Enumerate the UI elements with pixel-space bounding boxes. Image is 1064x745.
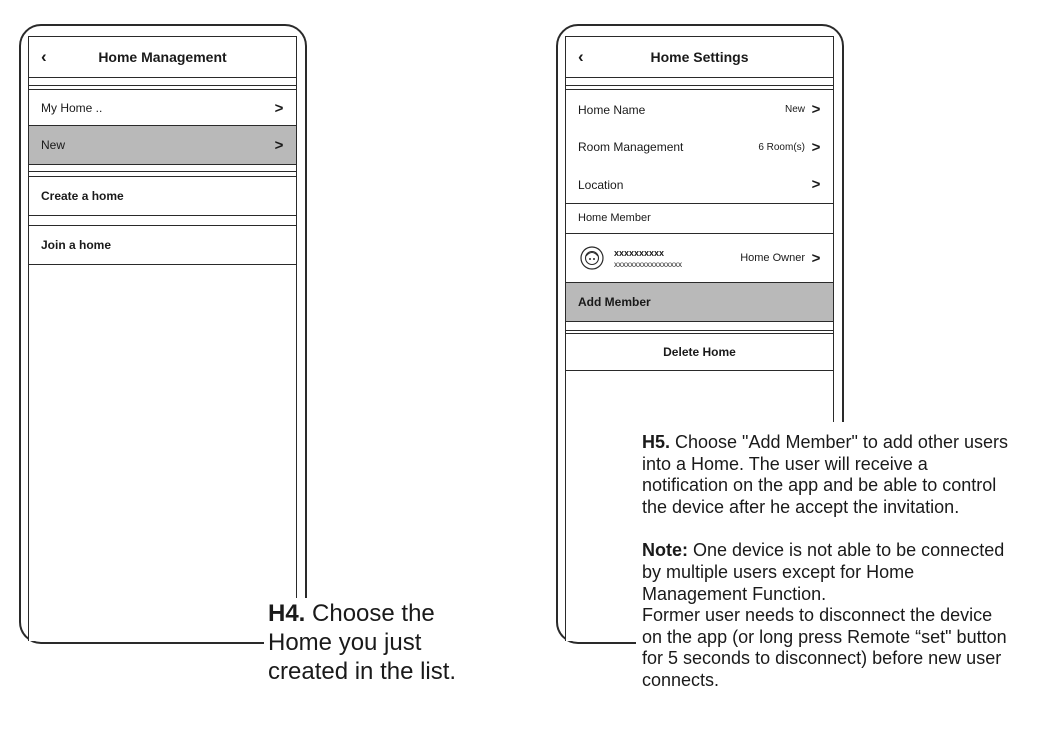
divider xyxy=(29,171,296,172)
join-home-label: Join a home xyxy=(41,238,112,252)
create-home-label: Create a home xyxy=(41,189,124,203)
h4-tag: H4. xyxy=(268,600,306,627)
location-row[interactable] xyxy=(566,166,833,204)
member-row[interactable] xyxy=(566,233,833,283)
delete-home-button[interactable] xyxy=(566,333,833,371)
home-name-label: Home Name xyxy=(578,102,646,117)
member-name: xxxxxxxxxx xyxy=(614,247,665,258)
home-name-row[interactable] xyxy=(566,89,833,129)
home-list-item-my-home[interactable] xyxy=(29,89,296,127)
join-home-button[interactable] xyxy=(29,225,296,265)
create-home-button[interactable] xyxy=(29,176,296,216)
divider xyxy=(566,330,833,331)
h5-caption xyxy=(636,422,1064,745)
caption-line: Home you just xyxy=(268,628,422,656)
home-list-item-new[interactable] xyxy=(29,125,296,165)
caption-line: connects. xyxy=(642,669,720,690)
caption-line: created in the list. xyxy=(268,657,457,685)
add-member-button[interactable] xyxy=(566,282,833,322)
location-label: Location xyxy=(578,177,624,192)
h5-tag: H5. xyxy=(642,432,671,452)
h4-caption xyxy=(264,598,460,690)
page-title: Home Management xyxy=(98,49,227,65)
member-role: Home Owner xyxy=(740,252,805,264)
home-member-header xyxy=(566,203,833,234)
chevron-left-icon[interactable]: ‹ xyxy=(41,47,47,66)
chevron-right-icon: > xyxy=(274,136,284,154)
caption-line: the device after he accept the invitation. xyxy=(642,496,960,517)
page-title: Home Settings xyxy=(650,49,749,65)
caption-line: Choose "Add Member" to add other users xyxy=(670,432,1008,452)
caption-line: by multiple users except for Home xyxy=(642,561,915,582)
member-detail: xxxxxxxxxxxxxxxxx xyxy=(614,259,682,269)
list-item-label: New xyxy=(41,138,66,152)
list-item-label: My Home .. xyxy=(41,101,103,115)
caption-line: Choose the xyxy=(305,600,435,627)
member-info xyxy=(614,248,740,269)
caption-line: Management Function. xyxy=(642,583,827,604)
page-title-bar xyxy=(29,37,296,78)
chevron-right-icon: > xyxy=(811,138,821,156)
room-management-label: Room Management xyxy=(578,140,684,154)
add-member-label: Add Member xyxy=(578,295,651,309)
chevron-right-icon: > xyxy=(811,249,821,267)
room-management-row[interactable] xyxy=(566,128,833,166)
avatar-icon xyxy=(580,246,604,270)
caption-line: into a Home. The user will receive a xyxy=(642,453,928,474)
home-name-value: New xyxy=(784,104,805,115)
chevron-left-icon[interactable]: ‹ xyxy=(578,47,584,66)
section-header-label: Home Member xyxy=(578,212,651,224)
page-title-bar xyxy=(566,37,833,78)
caption-line: on the app (or long press Remote “set" button xyxy=(642,626,1007,647)
room-count-value: 6 Room(s) xyxy=(758,141,805,153)
chevron-right-icon: > xyxy=(274,99,284,117)
delete-home-label: Delete Home xyxy=(663,345,736,359)
divider xyxy=(566,85,833,86)
note-tag: Note: xyxy=(642,540,688,561)
caption-line: Former user needs to disconnect the device xyxy=(642,605,993,626)
divider xyxy=(29,85,296,86)
left-phone-screen xyxy=(28,36,297,641)
chevron-right-icon: > xyxy=(811,176,821,193)
chevron-right-icon: > xyxy=(811,101,821,118)
caption-line: notification on the app and be able to control xyxy=(642,475,997,496)
caption-line: for 5 seconds to disconnect) before new user xyxy=(642,648,1002,669)
caption-line: One device is not able to be connected xyxy=(688,540,1005,561)
